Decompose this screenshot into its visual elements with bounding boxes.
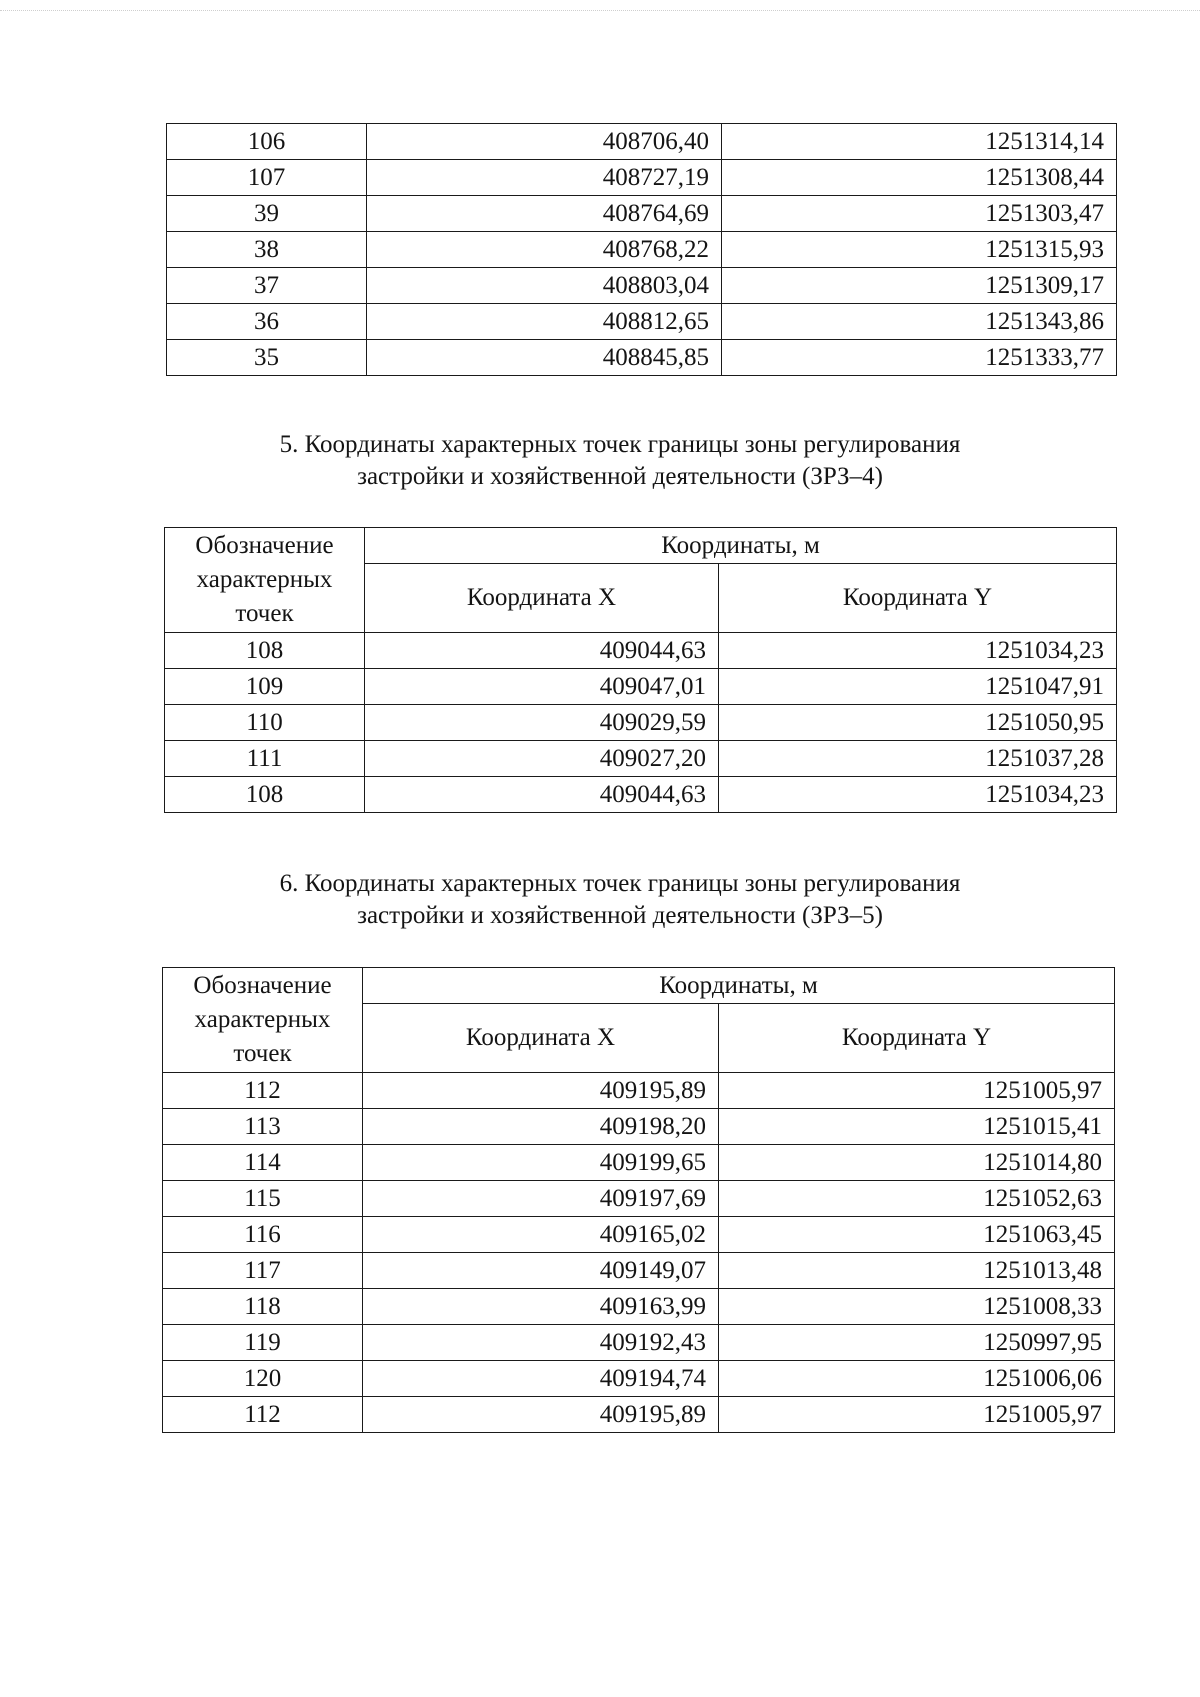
coordinate-y-cell: 1251034,23 — [719, 777, 1117, 813]
table-row — [163, 1109, 1115, 1145]
coordinate-y-cell: 1251303,47 — [722, 196, 1117, 232]
table-row — [163, 1361, 1115, 1397]
table-row — [163, 1217, 1115, 1253]
coordinate-x-cell: 409027,20 — [365, 741, 719, 777]
coordinate-x-cell: 409195,89 — [363, 1073, 719, 1109]
coordinate-x-cell: 409149,07 — [363, 1253, 719, 1289]
coordinate-y-cell: 1251052,63 — [719, 1181, 1115, 1217]
table-row — [167, 124, 1117, 160]
point-cell: 118 — [163, 1289, 363, 1325]
coordinate-y-cell: 1251343,86 — [722, 304, 1117, 340]
table-row — [165, 705, 1117, 741]
table-row — [163, 1073, 1115, 1109]
table-row — [163, 1145, 1115, 1181]
table-row — [167, 160, 1117, 196]
table-row — [165, 777, 1117, 813]
section-6-title — [150, 868, 1090, 932]
table-row — [163, 1181, 1115, 1217]
coordinate-y-cell: 1251063,45 — [719, 1217, 1115, 1253]
coordinate-y-cell: 1251006,06 — [719, 1361, 1115, 1397]
coordinate-x-cell: 408727,19 — [367, 160, 722, 196]
coordinate-y-header: Координата Y — [719, 564, 1117, 633]
coordinate-y-cell: 1251015,41 — [719, 1109, 1115, 1145]
table-header-row — [163, 968, 1115, 1004]
coordinates-header: Координаты, м — [365, 528, 1117, 564]
coordinate-x-cell: 408812,65 — [367, 304, 722, 340]
table-body — [167, 124, 1117, 376]
coordinate-y-cell: 1251005,97 — [719, 1073, 1115, 1109]
coordinate-x-cell: 409044,63 — [365, 777, 719, 813]
coordinate-x-cell: 409199,65 — [363, 1145, 719, 1181]
section-6-title-line-2: застройки и хозяйственной деятельности (ЗРЗ–5) — [357, 902, 883, 929]
point-cell: 120 — [163, 1361, 363, 1397]
coordinate-x-cell: 408764,69 — [367, 196, 722, 232]
coordinate-y-cell: 1251008,33 — [719, 1289, 1115, 1325]
coordinate-y-cell: 1251309,17 — [722, 268, 1117, 304]
section-6-title-line-1: 6. Координаты характерных точек границы зоны регулирования — [279, 870, 961, 897]
coordinate-x-header: Координата X — [363, 1004, 719, 1073]
table-row — [163, 1289, 1115, 1325]
table-row — [165, 633, 1117, 669]
coordinate-y-header: Координата Y — [719, 1004, 1115, 1073]
coordinate-x-cell: 409195,89 — [363, 1397, 719, 1433]
table-row — [167, 304, 1117, 340]
table-row — [167, 196, 1117, 232]
coordinate-x-cell: 408803,04 — [367, 268, 722, 304]
coordinates-table-zrz-5 — [162, 967, 1115, 1433]
table-body — [163, 1073, 1115, 1433]
point-cell: 111 — [165, 741, 365, 777]
table-header-row — [165, 528, 1117, 564]
point-cell: 107 — [167, 160, 367, 196]
coordinate-x-cell: 409044,63 — [365, 633, 719, 669]
point-cell: 116 — [163, 1217, 363, 1253]
section-5-title-line-2: застройки и хозяйственной деятельности (ЗРЗ–4) — [357, 463, 883, 490]
coordinate-x-cell: 409165,02 — [363, 1217, 719, 1253]
point-cell: 38 — [167, 232, 367, 268]
coordinates-table-continued — [166, 123, 1117, 376]
coordinate-y-cell: 1251314,14 — [722, 124, 1117, 160]
coordinate-x-cell: 409029,59 — [365, 705, 719, 741]
coordinates-table-zrz-4 — [164, 527, 1117, 813]
point-cell: 114 — [163, 1145, 363, 1181]
coordinate-x-cell: 408845,85 — [367, 340, 722, 376]
table-body — [165, 633, 1117, 813]
section-5-title-line-1: 5. Координаты характерных точек границы зоны регулирования — [279, 431, 961, 458]
scan-top-edge — [0, 10, 1200, 11]
point-cell: 35 — [167, 340, 367, 376]
table-row — [163, 1397, 1115, 1433]
point-cell: 113 — [163, 1109, 363, 1145]
coordinate-x-cell: 408768,22 — [367, 232, 722, 268]
section-5-title — [150, 429, 1090, 493]
coordinate-x-cell: 409163,99 — [363, 1289, 719, 1325]
point-cell: 117 — [163, 1253, 363, 1289]
coordinate-y-cell: 1250997,95 — [719, 1325, 1115, 1361]
table-row — [163, 1325, 1115, 1361]
coordinate-x-cell: 409198,20 — [363, 1109, 719, 1145]
point-cell: 115 — [163, 1181, 363, 1217]
table-row — [167, 340, 1117, 376]
point-cell: 39 — [167, 196, 367, 232]
table-row — [165, 741, 1117, 777]
coordinate-x-cell: 408706,40 — [367, 124, 722, 160]
coordinate-y-cell: 1251047,91 — [719, 669, 1117, 705]
coordinate-y-cell: 1251050,95 — [719, 705, 1117, 741]
designation-header: Обозначение характерных точек — [165, 528, 365, 633]
point-cell: 112 — [163, 1073, 363, 1109]
coordinate-x-cell: 409194,74 — [363, 1361, 719, 1397]
coordinate-x-header: Координата X — [365, 564, 719, 633]
point-cell: 112 — [163, 1397, 363, 1433]
coordinate-y-cell: 1251037,28 — [719, 741, 1117, 777]
coordinate-y-cell: 1251013,48 — [719, 1253, 1115, 1289]
coordinate-y-cell: 1251014,80 — [719, 1145, 1115, 1181]
coordinate-y-cell: 1251005,97 — [719, 1397, 1115, 1433]
coordinates-header: Координаты, м — [363, 968, 1115, 1004]
point-cell: 110 — [165, 705, 365, 741]
point-cell: 108 — [165, 633, 365, 669]
table-row — [165, 669, 1117, 705]
coordinate-x-cell: 409192,43 — [363, 1325, 719, 1361]
coordinate-x-cell: 409197,69 — [363, 1181, 719, 1217]
point-cell: 108 — [165, 777, 365, 813]
point-cell: 106 — [167, 124, 367, 160]
point-cell: 109 — [165, 669, 365, 705]
coordinate-y-cell: 1251034,23 — [719, 633, 1117, 669]
coordinate-x-cell: 409047,01 — [365, 669, 719, 705]
point-cell: 119 — [163, 1325, 363, 1361]
table-row — [163, 1253, 1115, 1289]
table-row — [167, 268, 1117, 304]
coordinate-y-cell: 1251315,93 — [722, 232, 1117, 268]
table-row — [167, 232, 1117, 268]
point-cell: 36 — [167, 304, 367, 340]
point-cell: 37 — [167, 268, 367, 304]
coordinate-y-cell: 1251308,44 — [722, 160, 1117, 196]
coordinate-y-cell: 1251333,77 — [722, 340, 1117, 376]
designation-header: Обозначение характерных точек — [163, 968, 363, 1073]
